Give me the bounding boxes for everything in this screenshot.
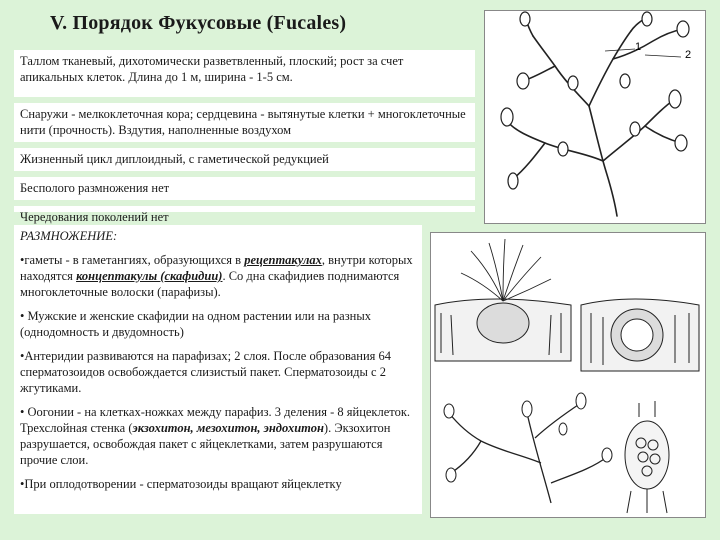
reproduction-paragraph: • Мужские и женские скафидии на одном растении или на разных (однодомность и двудомность) [20,309,372,339]
reproduction-paragraph: •При оплодотворении - сперматозоиды вращают яйцеклетку [20,477,342,491]
info-line: Чередования поколений нет [20,210,169,224]
info-line: Бесполого размножения нет [20,181,170,195]
info-line: Таллом тканевый, дихотомически разветвленный, плоский; рост за счет апикальных клеток. Длина до 1 м, ширина - 1-5 см. [20,54,404,84]
fucus-thallus-figure [484,10,706,224]
text-span: , внутри которых находятся [20,253,413,283]
text-span: . Со дна скафидиев поднимаются многоклеточные волоски (парафизы). [20,269,400,299]
figure-label-2: 2 [685,49,692,61]
text-span: • Оогонии - на клетках-ножках между парафиз. 3 деления - 8 яйцеклеток. Трехслойная стенка ( [20,405,411,435]
conceptacle-figure [430,232,706,518]
reproduction-paragraph [20,252,416,300]
term-wall-layers: экзохитон, мезохитон, эндохитон [132,421,324,435]
info-box [14,50,475,224]
text-span: ). Экзохитон разрушается, освобождая пакет с яйцеклетками, затем разрушаются прочие слои. [20,421,391,467]
info-line: Снаружи - мелкоклеточная кора; сердцевина - вытянутые клетки + многоклеточные нити (прочность). Вздутия, наполненные воздухом [20,107,466,137]
reproduction-paragraph [20,404,416,468]
fucus-thallus-drawing [485,11,705,223]
figure-label-1: 1 [635,41,642,53]
page-title: V. Порядок Фукусовые (Fucales) [50,12,347,34]
conceptacle-drawing [431,233,705,517]
reproduction-paragraph: •Антеридии развиваются на парафизах; 2 слоя. После образования 64 сперматозоидов освобождается слизистый пакет. Сперматозоиды с 2 жгутиками. [20,349,392,395]
reproduction-box [14,225,422,514]
term-receptacles: рецептакулах [244,253,322,267]
info-line: Жизненный цикл диплоидный, с гаметической редукцией [20,152,329,166]
text-span: •гаметы - в гаметангиях, образующихся в [20,253,245,267]
term-conceptacles: концептакулы (скафидии) [76,269,223,283]
reproduction-heading: РАЗМНОЖЕНИЕ: [20,229,118,243]
